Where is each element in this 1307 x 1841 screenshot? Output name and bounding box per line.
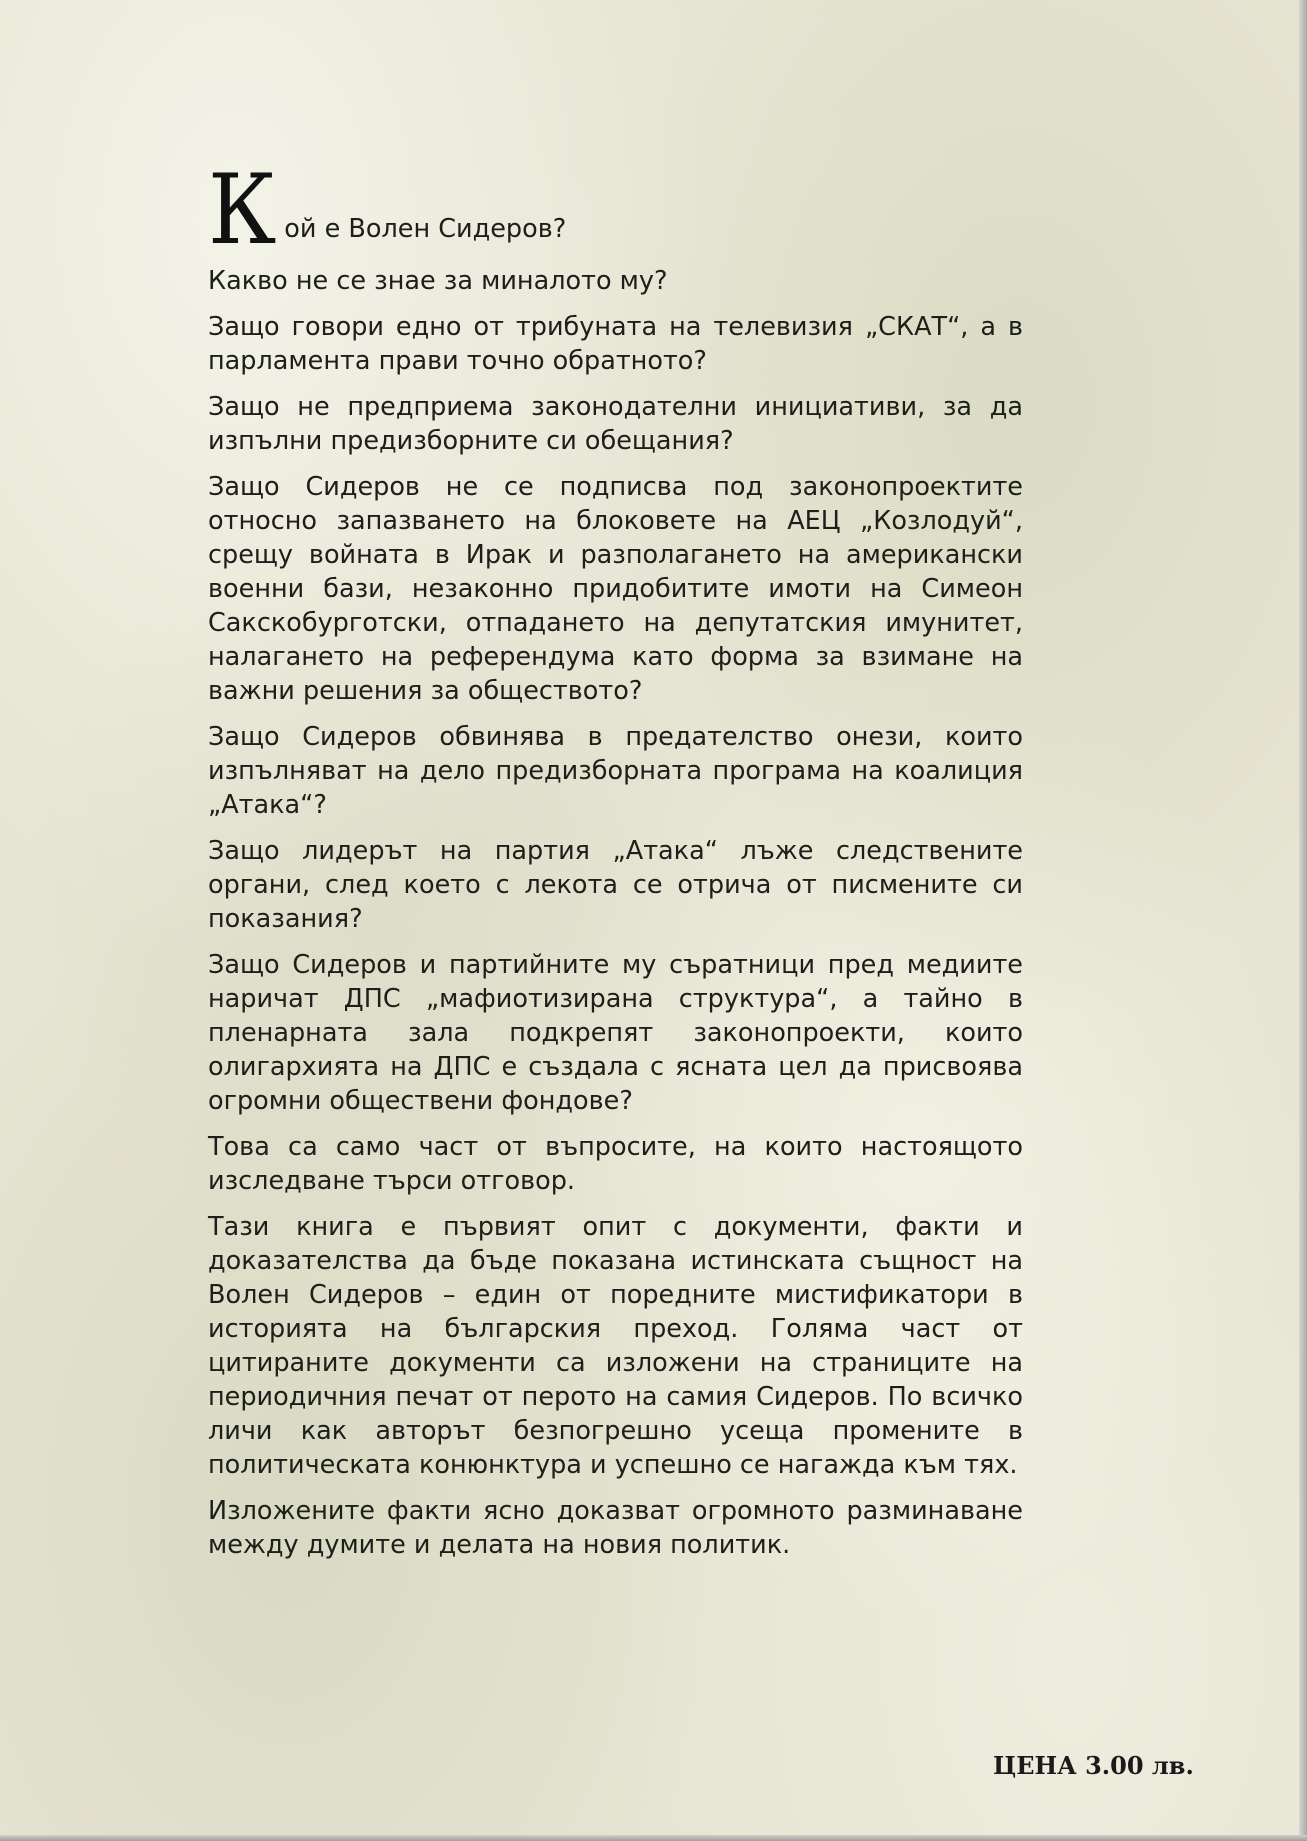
paragraph-6: Защо лидерът на партия „Атака“ лъже следствените органи, след което с лекота се отрича от писмените си показания?	[208, 836, 1023, 934]
first-question-text: ой е Волен Сидеров?	[284, 214, 567, 244]
paragraph-7: Защо Сидеров и партийните му съратници пред медиите наричат ДПС „мафиотизирана структура“, а тайно в пленарната зала подкрепят законопроекти, които олигархията на ДПС е създала с ясната цел да присвоява огромни обществени фондове?	[208, 950, 1023, 1116]
paragraph-9: Тази книга е първият опит с документи, факти и доказателства да бъде показана истинската същност на Волен Сидеров – един от поредните мистификатори в историята на българския преход. Голяма част от цитираните документи са изложени на страниците на периодичния печат от перото на самия Сидеров. По всичко личи как авторът безпогрешно усеща промените в политическата конюнктура и успешно се нагажда към тях.	[208, 1212, 1023, 1480]
paragraph-1: Какво не се знае за миналото му?	[208, 266, 668, 296]
price-label: ЦЕНА 3.00 лв.	[993, 1751, 1194, 1780]
paragraph-5: Защо Сидеров обвинява в предателство онези, които изпълняват на дело предизборната програма на коалиция „Атака“?	[208, 722, 1023, 820]
page-edge-bottom	[0, 1835, 1307, 1841]
paragraph-8: Това са само част от въпросите, на които настоящото изследване търси отговор.	[208, 1132, 1023, 1196]
drop-cap: К	[208, 154, 277, 266]
paragraph-10: Изложените факти ясно доказват огромното разминаване между думите и делата на новия политик.	[208, 1496, 1023, 1560]
paragraph-3: Защо не предприема законодателни инициативи, за да изпълни предизборните си обещания?	[208, 392, 1023, 456]
blurb-text	[208, 154, 1023, 1574]
paragraph-4: Защо Сидеров не се подписва под законопроектите относно запазването на блоковете на АЕЦ „Козлодуй“, срещу войната в Ирак и разполагането на американски военни бази, незаконно придобитите имоти на Симеон Сакскобурготски, отпадането на депутатския имунитет, налагането на референдума като форма за взимане на важни решения за обществото?	[208, 472, 1023, 706]
first-question	[208, 154, 1023, 266]
paragraph-2: Защо говори едно от трибуната на телевизия „СКАТ“, а в парламента прави точно обратното?	[208, 312, 1023, 376]
page-edge-right	[1299, 0, 1307, 1841]
